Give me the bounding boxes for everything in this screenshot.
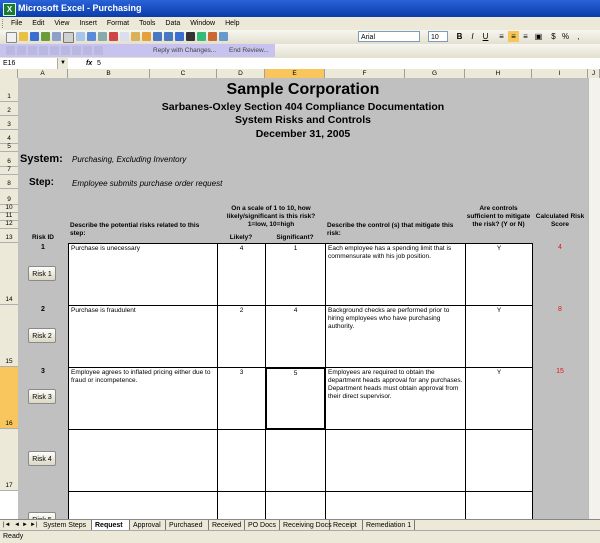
risk-id: 2 [41,306,45,313]
spelling-icon[interactable] [87,32,96,41]
row-header[interactable]: 15 [0,305,18,367]
menu-file[interactable]: File [11,20,23,27]
row-header[interactable]: 17 [0,429,18,491]
chart-wizard-icon[interactable] [208,32,217,41]
permission-icon[interactable] [41,32,50,41]
undo-icon[interactable] [153,32,162,41]
significant-cell[interactable]: 4 [265,305,326,368]
sheet-tab-active[interactable]: Request [92,520,130,531]
report-date: December 31, 2005 [255,128,351,140]
row-header[interactable]: 5 [0,144,18,152]
likely-cell[interactable]: 3 [217,367,266,430]
control-cell[interactable] [325,429,466,492]
row-header[interactable]: 9 [0,189,18,205]
menu-data[interactable]: Data [165,20,181,27]
next-sheet-icon[interactable]: ► [22,522,28,528]
sheet-tab[interactable]: Approval [130,520,166,531]
risk-4-button[interactable]: Risk 4 [28,451,56,466]
sheet-tab[interactable]: Received [209,520,245,531]
risk-score: 15 [556,368,564,375]
report-subtitle: Sarbanes-Oxley Section 404 Compliance Documentation [161,101,445,113]
risk-id: 3 [41,368,45,375]
track-changes-icon[interactable] [6,46,15,55]
column-header[interactable]: H [465,69,532,78]
sufficient-cell[interactable] [465,429,533,492]
risk-3-button[interactable]: Risk 3 [28,389,56,404]
system-label: System: [20,153,63,165]
menu-format[interactable]: Format [106,20,130,27]
underline-button[interactable]: U [482,32,489,41]
column-header[interactable]: E [265,69,325,78]
window-title: Microsoft Excel - Purchasing [18,3,142,13]
align-center-icon[interactable]: ≡ [508,31,519,42]
company-title: Sample Corporation [226,81,380,98]
column-header[interactable]: I [532,69,588,78]
sheet-tab[interactable]: System Steps [40,520,92,531]
vertical-scrollbar[interactable] [588,78,600,519]
column-header[interactable]: D [217,69,265,78]
new-comment-icon[interactable] [39,46,48,55]
row-header[interactable]: 12 [0,221,18,229]
previous-icon[interactable] [17,46,26,55]
row-header[interactable]: 2 [0,102,18,116]
column-header[interactable]: C [150,69,217,78]
header-sufficient: Are controls sufficient to mitigate the risk? (Y or N) [466,205,531,228]
risk-id: 1 [41,244,45,251]
redo-icon[interactable] [164,32,173,41]
system-value: Purchasing, Excluding Inventory [72,155,187,164]
row-header[interactable]: 4 [0,130,18,144]
prev-sheet-icon[interactable]: ◄ [14,522,20,528]
align-left-icon[interactable]: ≡ [499,32,504,41]
menu-bar [0,17,600,30]
sufficient-cell[interactable]: Y [465,305,533,368]
worksheet[interactable] [0,78,600,519]
step-value: Employee submits purchase order request [72,179,223,188]
column-header[interactable]: J [588,69,600,78]
row-header[interactable]: 7 [0,167,18,175]
menu-view[interactable]: View [54,20,70,27]
risk-score: 8 [558,306,562,313]
sufficient-cell[interactable]: Y [465,367,533,430]
cut-icon[interactable] [109,32,118,41]
row-header[interactable]: 13 [0,229,18,243]
status-bar [0,530,600,543]
currency-icon[interactable]: $ [551,32,556,41]
format-painter-icon[interactable] [142,32,151,41]
row-header[interactable]: 11 [0,213,18,221]
header-scale-title: On a scale of 1 to 10, how likely/significant is this risk? 1=low, 10=high [226,205,316,228]
row-header[interactable]: 10 [0,205,18,213]
paste-icon[interactable] [131,32,140,41]
risk-description-cell[interactable] [68,429,218,492]
row-header[interactable]: 3 [0,116,18,130]
status-text: Ready [3,533,24,540]
menu-help[interactable]: Help [225,20,240,27]
column-header[interactable]: A [18,69,68,78]
print-icon[interactable] [63,32,74,43]
sheet-tab[interactable]: Receiving Docs [280,520,330,531]
risk-description-cell[interactable]: Employee agrees to inflated pricing either due to fraud or incompetence. [68,367,218,430]
italic-button[interactable]: I [471,32,474,41]
save-icon[interactable] [30,32,39,41]
likely-cell[interactable]: 2 [217,305,266,368]
open-icon[interactable] [19,32,28,41]
hyperlink-icon[interactable] [175,32,184,41]
column-header[interactable]: G [405,69,465,78]
reviewing-pane-icon[interactable] [83,46,92,55]
sheet-tab[interactable]: Purchased [166,520,209,531]
header-risk-id: Risk ID [31,234,55,241]
sheet-tab[interactable]: Remediation 1 [363,520,415,531]
next-icon[interactable] [28,46,37,55]
header-calculated-score: Calculated Risk Score [535,213,585,228]
merge-center-icon[interactable]: ▣ [534,32,543,41]
sheet-tab[interactable]: Receipt [330,520,363,531]
standard-toolbar [0,30,600,45]
name-box[interactable]: E16 [0,58,58,69]
excel-icon: X [3,3,16,16]
likely-cell[interactable] [217,429,266,492]
bold-button[interactable]: B [456,32,463,41]
row-header[interactable]: 16 [0,367,18,429]
reviewing-toolbar [0,44,600,59]
menu-tools[interactable]: Tools [139,20,156,27]
select-all-corner[interactable] [0,69,18,78]
drawing-icon[interactable] [219,32,228,41]
show-comment-icon[interactable] [61,46,70,55]
risk-1-button[interactable]: Risk 1 [28,266,56,281]
row-header[interactable]: 8 [0,175,18,189]
autosum-icon[interactable] [186,32,195,41]
percent-icon[interactable]: % [561,32,570,41]
end-review-button[interactable]: End Review... [229,47,269,54]
menu-edit[interactable]: Edit [32,20,45,27]
significant-cell[interactable] [265,429,326,492]
ink-annotation-icon[interactable] [72,46,81,55]
menu-window[interactable]: Window [190,20,216,27]
header-significant: Significant? [276,234,314,241]
font-name-select[interactable]: Arial [358,31,420,42]
control-cell[interactable]: Background checks are performed prior to hiring employees who have purchasing authority. [325,305,466,368]
reply-with-changes-button[interactable]: Reply with Changes... [153,47,217,54]
significant-cell-selected[interactable]: 5 [265,367,326,430]
risk-description-cell[interactable]: Purchase is unecessary [68,243,218,306]
row-header[interactable]: 14 [0,243,18,305]
last-sheet-icon[interactable]: ►| [30,522,38,528]
column-header[interactable]: F [325,69,405,78]
row-header[interactable]: 1 [0,78,18,102]
sort-icon[interactable] [197,32,206,41]
send-icon[interactable] [94,46,103,55]
print-preview-icon[interactable] [76,32,85,41]
risk-score: 4 [558,244,562,251]
report-section: System Risks and Controls [235,114,371,126]
column-header[interactable]: B [68,69,150,78]
formula-input[interactable]: 5 [97,60,101,67]
risk-2-button[interactable]: Risk 2 [28,328,56,343]
sufficient-cell[interactable]: Y [465,243,533,306]
menu-insert[interactable]: Insert [79,20,97,27]
control-cell[interactable]: Each employee has a spending limit that is commensurate with his job position. [325,243,466,306]
header-likely: Likely? [229,234,253,241]
significant-cell[interactable]: 1 [265,243,326,306]
header-describe-risks: Describe the potential risks related to this step: [70,222,200,237]
sheet-tab[interactable]: PO Docs [245,520,280,531]
copy-icon[interactable] [120,32,129,41]
email-icon[interactable] [52,32,61,41]
row-header[interactable]: 6 [0,152,18,167]
title-bar [0,0,600,17]
research-icon[interactable] [98,32,107,41]
comma-icon[interactable]: , [577,32,580,41]
align-right-icon[interactable]: ≡ [523,32,528,41]
first-sheet-icon[interactable]: |◄ [3,522,11,528]
name-box-dropdown-icon[interactable]: ▼ [58,58,68,69]
delete-comment-icon[interactable] [50,46,59,55]
likely-cell[interactable]: 4 [217,243,266,306]
new-icon[interactable] [6,32,17,43]
header-controls: Describe the control (s) that mitigate this risk: [327,222,454,237]
step-label: Step: [29,177,54,188]
control-cell[interactable]: Employees are required to obtain the department heads approval for any purchases. Department heads must obtain approval from their direct supervisor. [325,367,466,430]
risk-description-cell[interactable]: Purchase is fraudulent [68,305,218,368]
font-size-select[interactable]: 10 [428,31,448,42]
insert-function-icon[interactable]: fx [86,60,93,67]
